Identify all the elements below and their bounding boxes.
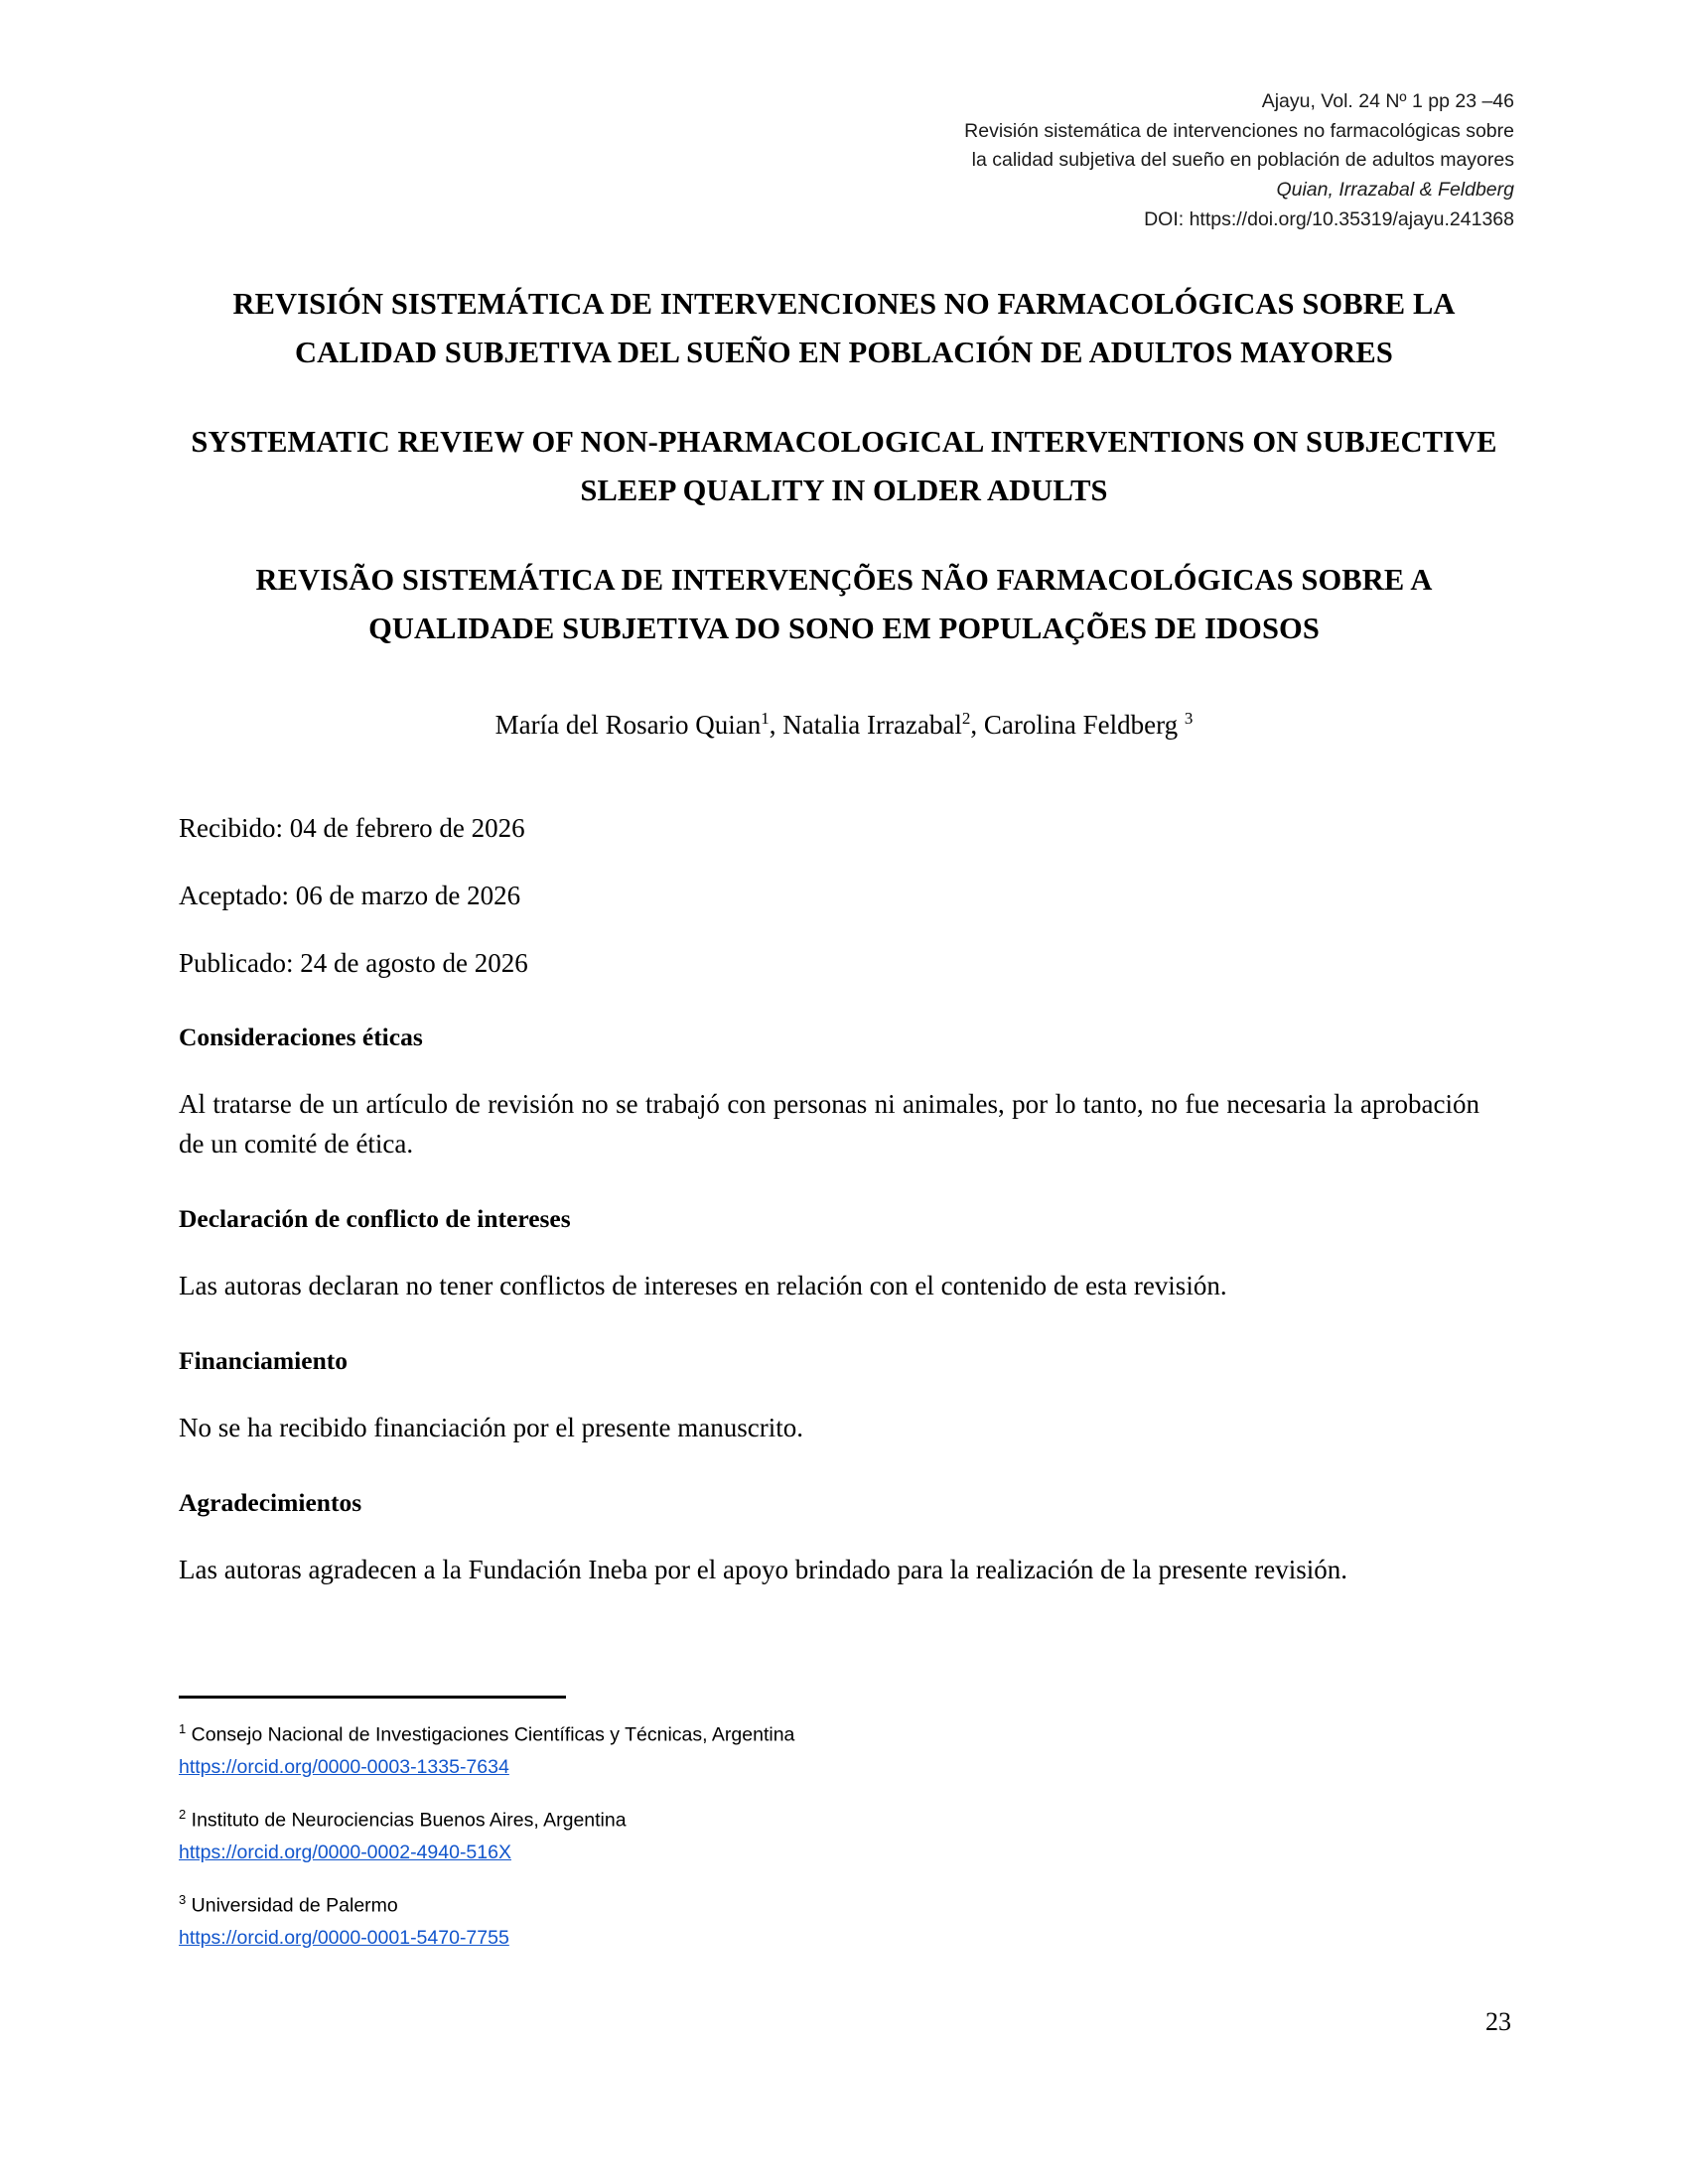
- date-published: Publicado: 24 de agosto de 2026: [179, 948, 528, 978]
- page-title-english: SYSTEMATIC REVIEW OF NON-PHARMACOLOGICAL INTERVENTIONS ON SUBJECTIVE SLEEP QUALITY IN OLDER ADULTS: [191, 424, 1497, 508]
- section-heading-ethics: Consideraciones éticas: [179, 1023, 423, 1051]
- publication-dates: [179, 776, 1509, 979]
- section-paragraph-funding: No se ha recibido financiación por el presente manuscrito.: [179, 1412, 804, 1442]
- section-heading-conflict: Declaración de conflicto de intereses: [179, 1203, 571, 1233]
- header-line-doi: DOI: https://doi.org/10.35319/ajayu.241368: [1144, 207, 1514, 230]
- footnote-3-marker: 3: [179, 1892, 187, 1908]
- section-heading-funding: Financiamiento: [179, 1345, 348, 1375]
- author-line: [174, 709, 1514, 741]
- running-header: [621, 87, 1514, 234]
- footnote-3-orcid-link[interactable]: https://orcid.org/0000-0001-5470-7755: [179, 1926, 509, 1949]
- section-heading-acknowledgments: Agradecimientos: [179, 1487, 362, 1517]
- date-accepted: Aceptado: 06 de marzo de 2026: [179, 881, 521, 910]
- date-received: Recibido: 04 de febrero de 2026: [179, 813, 525, 843]
- author-name-1: María del Rosario Quian: [494, 710, 762, 740]
- author-separator-2: ,: [970, 710, 984, 740]
- section-acknowledgments: [179, 1488, 1479, 1590]
- section-paragraph-conflict: Las autoras declaran no tener conflictos de intereses en relación con el contenido de esta revisión.: [179, 1270, 1227, 1300]
- footnote-area: [179, 1696, 1172, 1977]
- author-marker-3: 3: [1184, 709, 1194, 728]
- author-marker-1: 1: [761, 709, 770, 728]
- footnote-2-text: [179, 1806, 1172, 1835]
- body-content: [179, 983, 1479, 1590]
- title-block: [174, 280, 1514, 653]
- section-ethics: [179, 1023, 1479, 1164]
- header-line-running-title-2: la calidad subjetiva del sueño en población de adultos mayores: [971, 149, 1514, 172]
- author-separator-1: ,: [769, 710, 783, 740]
- page-title-spanish: REVISIÓN SISTEMÁTICA DE INTERVENCIONES NO FARMACOLÓGICAS SOBRE LA CALIDAD SUBJETIVA DEL SUEÑO EN POBLACIÓN DE ADULTOS MAYORES: [232, 287, 1456, 370]
- header-line-authors: Quian, Irrazabal & Feldberg: [1276, 178, 1514, 201]
- author-marker-2: 2: [961, 709, 971, 728]
- page-number: 23: [1485, 2007, 1511, 2036]
- footnote-2-affiliation: Instituto de Neurociencias Buenos Aires, Argentina: [186, 1809, 627, 1832]
- footnote-3-text: [179, 1891, 1172, 1920]
- header-line-journal: Ajayu, Vol. 24 Nº 1 pp 23 –46: [1261, 90, 1514, 112]
- footnote-1-marker: 1: [179, 1721, 187, 1736]
- footnote-1-affiliation: Consejo Nacional de Investigaciones Científicas y Técnicas, Argentina: [186, 1723, 795, 1746]
- section-paragraph-ethics: Al tratarse de un artículo de revisión no se trabajó con personas ni animales, por lo tanto, no fue necesaria la aprobación de un comité de ética.: [179, 1089, 1479, 1159]
- section-funding: [179, 1346, 1479, 1448]
- page-title-portuguese: REVISÃO SISTEMÁTICA DE INTERVENÇÕES NÃO FARMACOLÓGICAS SOBRE A QUALIDADE SUBJETIVA DO SONO EM POPULAÇÕES DE IDOSOS: [255, 562, 1433, 646]
- header-line-running-title-1: Revisión sistemática de intervenciones no farmacológicas sobre: [964, 119, 1514, 142]
- footnote-1-orcid-link[interactable]: https://orcid.org/0000-0003-1335-7634: [179, 1755, 509, 1778]
- section-conflict: [179, 1204, 1479, 1306]
- footnote-1-text: [179, 1720, 1172, 1749]
- footnote-2-marker: 2: [179, 1807, 187, 1823]
- section-paragraph-acknowledgments: Las autoras agradecen a la Fundación Ineba por el apoyo brindado para la realización de la presente revisión.: [179, 1554, 1347, 1584]
- footnote-2-orcid-link[interactable]: https://orcid.org/0000-0002-4940-516X: [179, 1841, 511, 1863]
- footnote-separator-rule: [179, 1696, 566, 1699]
- footnote-1: [179, 1720, 1172, 1781]
- footnote-2: [179, 1806, 1172, 1866]
- footnote-3: [179, 1891, 1172, 1952]
- author-name-3: Carolina Feldberg: [983, 710, 1179, 740]
- author-name-2: Natalia Irrazabal: [782, 710, 962, 740]
- footnote-3-affiliation: Universidad de Palermo: [186, 1894, 398, 1917]
